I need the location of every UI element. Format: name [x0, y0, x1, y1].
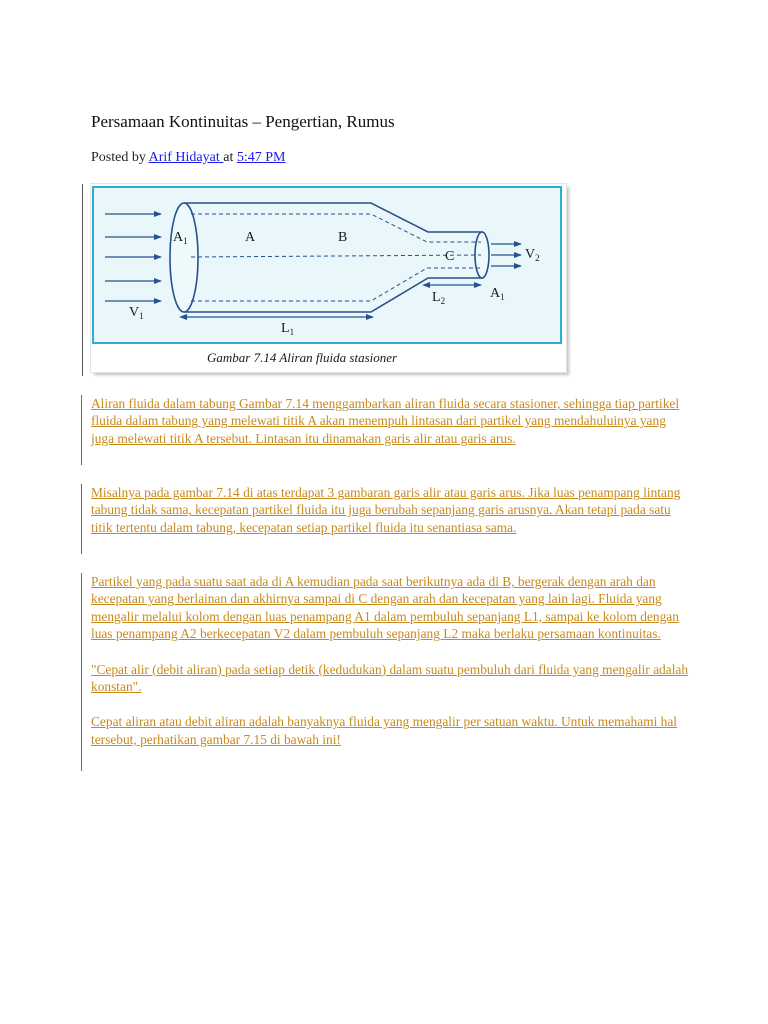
tube-mouth-left — [170, 203, 198, 312]
post-byline — [91, 150, 285, 166]
paragraph-link-4[interactable]: "Cepat alir (debit aliran) pada setiap detik (kedudukan) dalam suatu pembuluh dari fluida yang mengalir adalah konstan". — [91, 661, 689, 695]
figure-caption: Gambar 7.14 Aliran fluida stasioner — [207, 350, 398, 365]
label-a: A — [245, 230, 256, 245]
paragraph-link-5[interactable]: Cepat aliran atau debit aliran adalah banyaknya fluida yang mengalir per satuan waktu. Untuk memahami hal tersebut, perhatikan gambar 7.15 di bawah ini! — [91, 714, 677, 747]
label-v2: $V_2$ — [525, 247, 540, 263]
post-title: Persamaan Kontinuitas – Pengertian, Rumus — [91, 112, 395, 131]
author-link[interactable]: Arif Hidayat — [148, 150, 224, 165]
label-b: B — [338, 230, 348, 245]
paragraph-block-3 — [81, 573, 691, 771]
paragraph-link-3[interactable]: Partikel yang pada suatu saat ada di A kemudian pada saat berikutnya ada di B, bergerak dengan arah dan kecepatan yang berlainan dan akhirnya sampai di C dengan arah dan kecepatan yang lain lagi. Fluida yang mengalir melalui kolom dengan luas penampang A1 dalam pembuluh sepanjang L1, sampai ke kolom dengan luas penampang A2 berkecepatan V2 dalam pembuluh sepanjang L2 maka berlaku persamaan kontinuitas. — [91, 574, 679, 642]
figure-image — [91, 184, 566, 372]
figure-block — [82, 184, 566, 376]
posted-by-label: Posted by — [91, 150, 149, 165]
tube-mouth-right — [475, 232, 489, 278]
paragraph-link-1[interactable]: Aliran fluida dalam tabung Gambar 7.14 menggambarkan aliran fluida secara stasioner, sehingga tiap partikel fluida dalam tabung yang melewati titik A akan menempuh lintasan dari partikel yang mendahuluinya yang juga melewati titik A tersebut. Lintasan itu dinamakan garis alir atau garis arus. — [91, 396, 680, 446]
diagram-panel — [93, 187, 561, 343]
label-a1-right: $A_1$ — [490, 286, 505, 302]
paragraph-block-1 — [81, 395, 691, 465]
label-l2: $L_2$ — [432, 290, 446, 306]
at-label: at — [223, 150, 237, 165]
label-a1-left: $A_1$ — [173, 230, 188, 246]
label-c: C — [445, 249, 455, 264]
paragraph-link-2[interactable]: Misalnya pada gambar 7.14 di atas terdapat 3 gambaran garis alir atau garis arus. Jika luas penampang lintang tabung tidak sama, kecepatan partikel fluida itu juga berubah sepanjang garis arusnya. Akan tetapi pada satu titik tertentu dalam tabung, kecepatan setiap partikel fluida itu senantiasa sama. — [91, 485, 681, 535]
label-l1: $L_1$ — [281, 321, 295, 337]
post-time-link[interactable]: 5:47 PM — [236, 150, 286, 165]
label-v1: $V_1$ — [129, 305, 144, 321]
paragraph-block-2 — [81, 484, 691, 554]
flow-tube-diagram — [91, 184, 566, 372]
